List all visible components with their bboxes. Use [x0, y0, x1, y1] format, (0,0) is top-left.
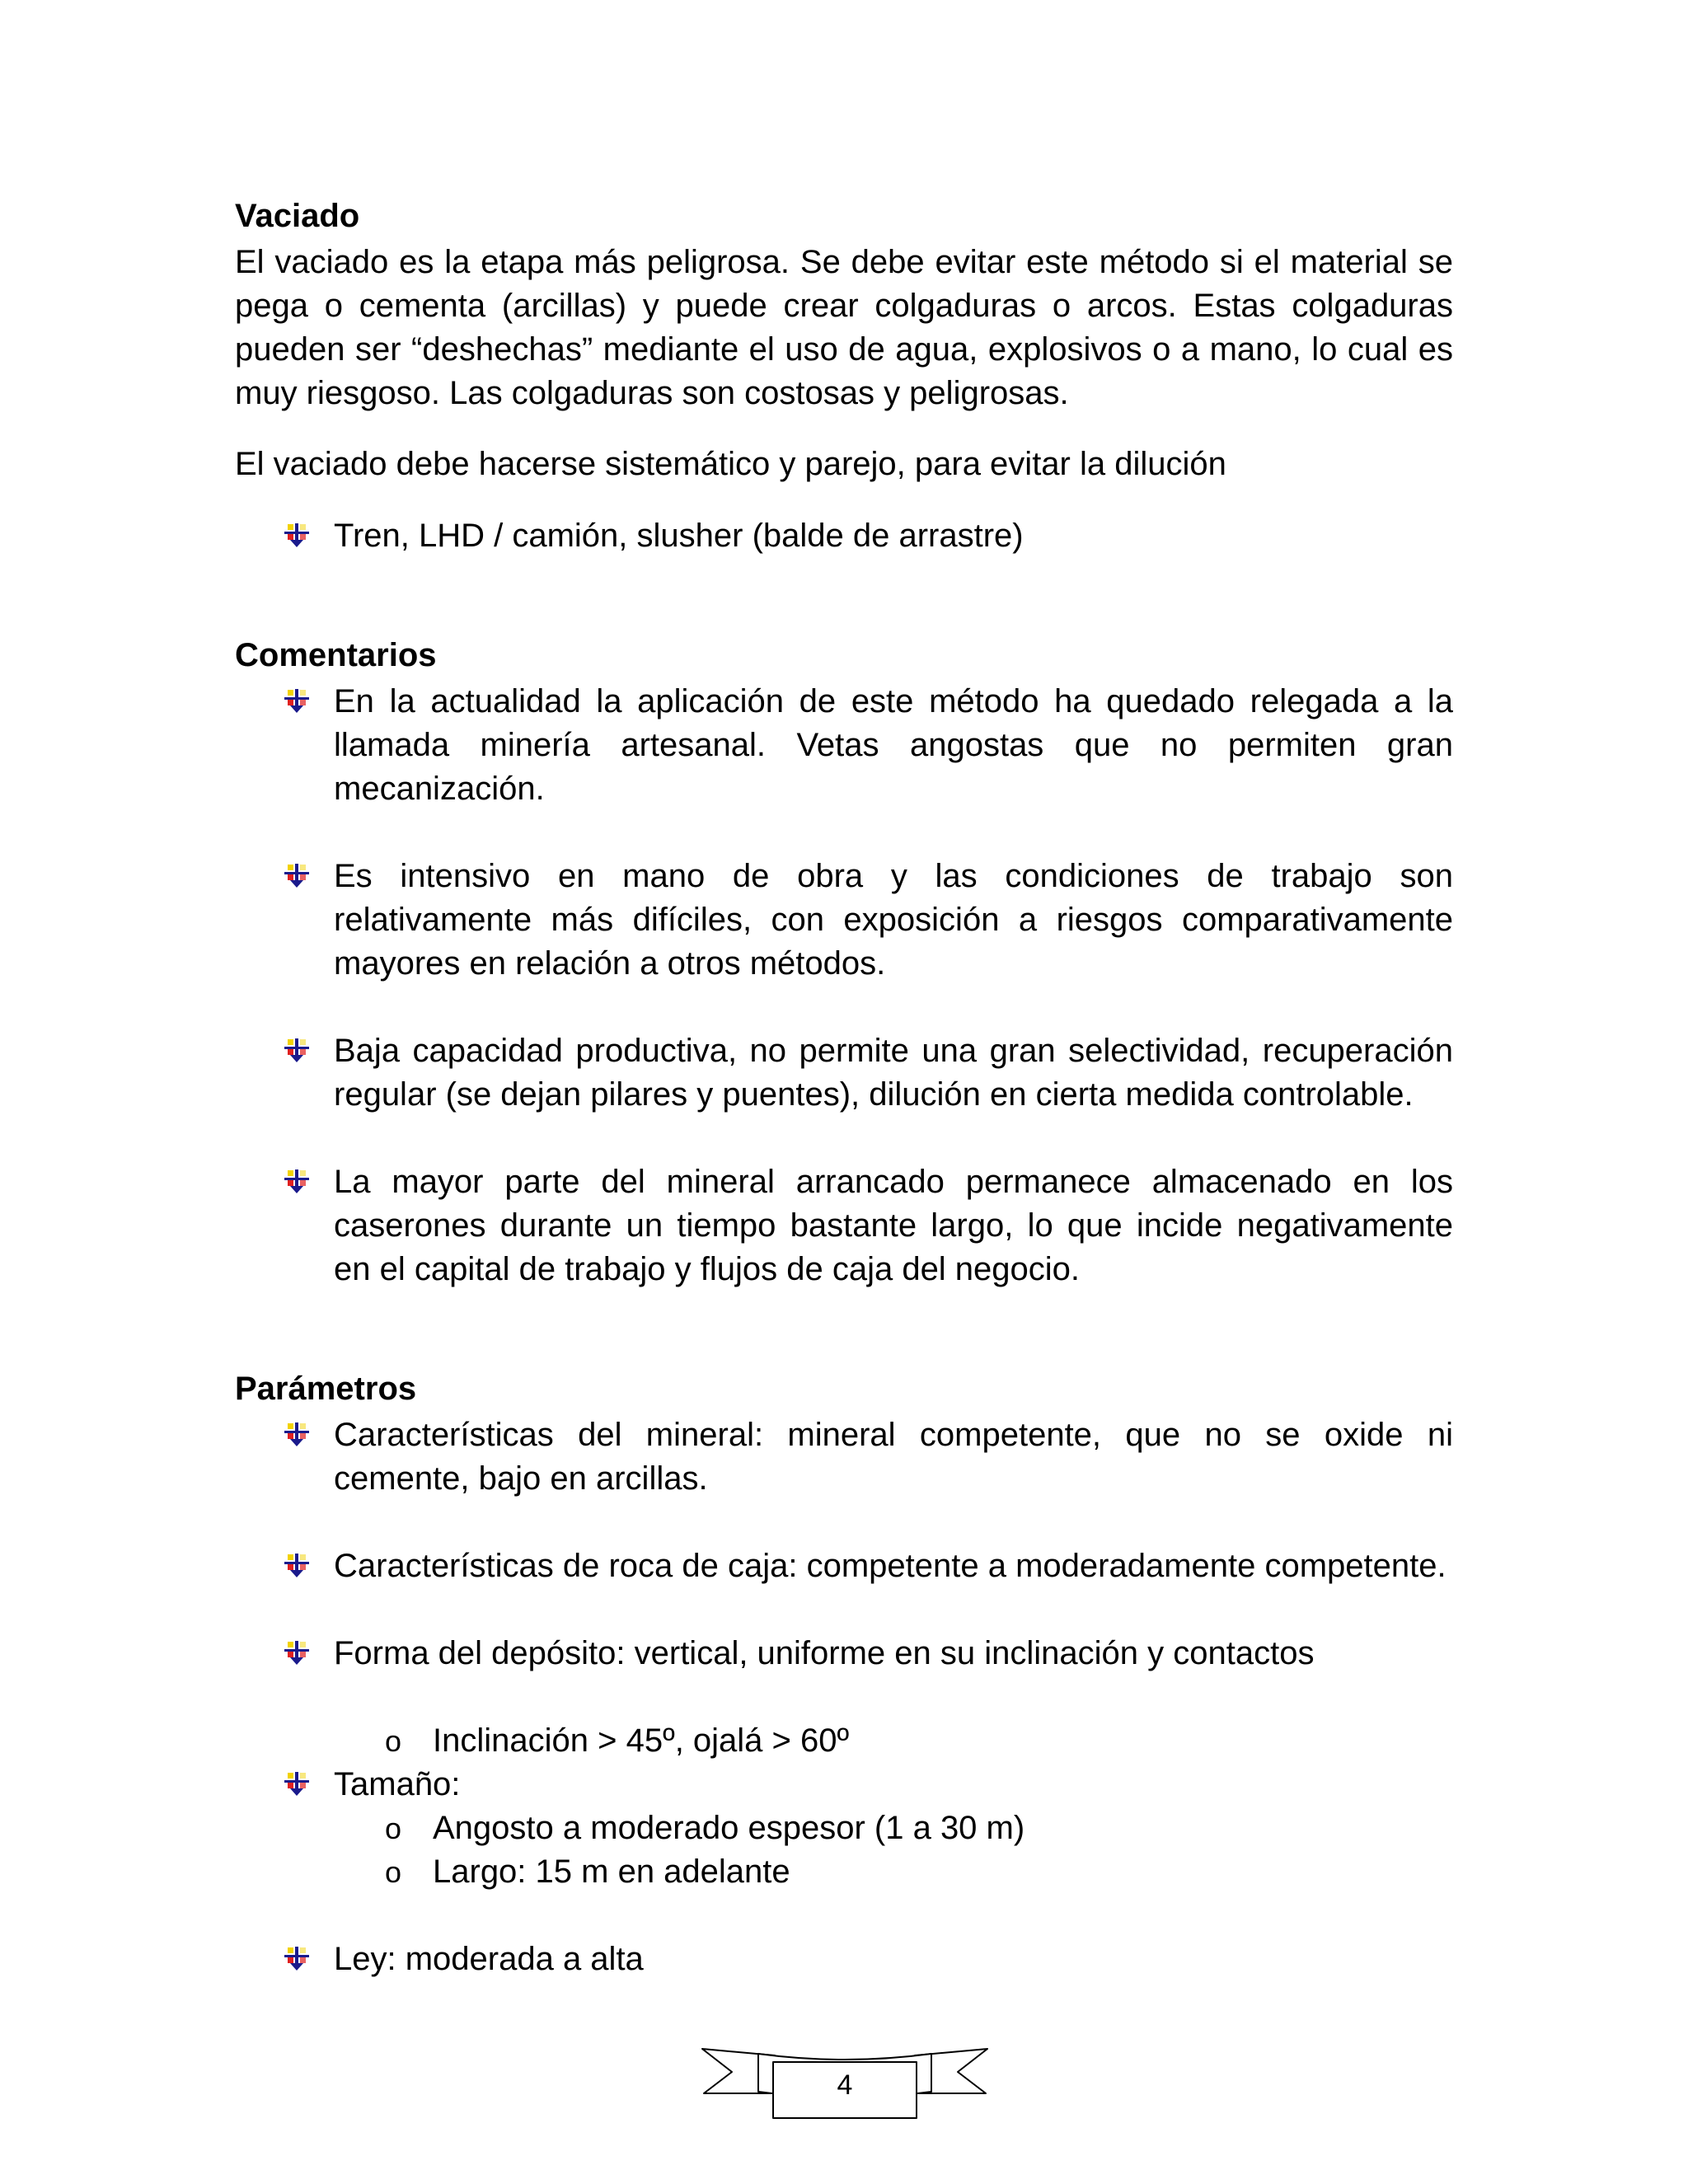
vaciado-paragraph-1: El vaciado es la etapa más peligrosa. Se debe evitar este método si el material se pega o cementa (arcillas) y puede crear colgaduras o arcos. Estas colgaduras pueden ser “deshechas” mediante el uso de agua, explosivos o a mano, lo cual es muy riesgoso. Las colgaduras son costosas y peligrosas.	[235, 244, 1453, 411]
list-item	[235, 1632, 1453, 1675]
section-title-parametros: Parámetros	[235, 1371, 417, 1407]
arrow-bullet-icon	[284, 1422, 309, 1447]
section-title-comentarios: Comentarios	[235, 637, 437, 673]
sub-list-item	[235, 1807, 1453, 1850]
sub-list-item-text: Inclinación > 45º, ojalá > 60º	[433, 1722, 850, 1759]
arrow-bullet-icon	[284, 864, 309, 888]
list-item-text: Tren, LHD / camión, slusher (balde de arrastre)	[334, 518, 1024, 554]
circle-bullet-icon: o	[385, 1724, 402, 1758]
list-item-text: Tamaño:	[334, 1766, 461, 1802]
arrow-bullet-icon	[284, 1947, 309, 1971]
circle-bullet-icon: o	[385, 1855, 402, 1889]
arrow-bullet-icon	[284, 1554, 309, 1578]
section-title-vaciado: Vaciado	[235, 198, 360, 234]
list-item	[235, 855, 1453, 986]
circle-bullet-icon: o	[385, 1811, 402, 1845]
arrow-bullet-icon	[284, 1038, 309, 1063]
arrow-bullet-icon	[284, 1772, 309, 1797]
arrow-bullet-icon	[284, 523, 309, 548]
list-item	[235, 1160, 1453, 1291]
list-item-text: Características de roca de caja: competente a moderadamente competente.	[334, 1548, 1447, 1584]
list-item	[235, 1029, 1453, 1117]
list-item-text: En la actualidad la aplicación de este método ha quedado relegada a la llamada minería artesanal. Vetas angostas que no permiten gran mecanización.	[334, 683, 1453, 807]
list-item-text: Es intensivo en mano de obra y las condiciones de trabajo son relativamente más difíciles, con exposición a riesgos comparativamente mayores en relación a otros métodos.	[334, 858, 1453, 982]
sub-list-item-text: Largo: 15 m en adelante	[433, 1854, 790, 1890]
document-content	[235, 191, 1453, 1981]
list-item	[235, 1763, 1453, 1807]
sub-list-item	[235, 1850, 1453, 1894]
list-item	[235, 680, 1453, 811]
list-item-text: Ley: moderada a alta	[334, 1941, 644, 1977]
arrow-bullet-icon	[284, 1169, 309, 1194]
list-item-text: La mayor parte del mineral arrancado permanece almacenado en los caserones durante un tiempo bastante largo, lo que incide negativamente en el capital de trabajo y flujos de caja del negocio.	[334, 1164, 1453, 1287]
list-item-text: Baja capacidad productiva, no permite una gran selectividad, recuperación regular (se dejan pilares y puentes), dilución en cierta medida controlable.	[334, 1033, 1453, 1113]
arrow-bullet-icon	[284, 689, 309, 714]
list-item	[235, 1544, 1453, 1588]
list-item	[235, 1413, 1453, 1501]
list-item	[235, 1938, 1453, 1981]
vaciado-paragraph-2: El vaciado debe hacerse sistemático y parejo, para evitar la dilución	[235, 446, 1226, 482]
page-number: 4	[837, 2069, 853, 2101]
list-item	[235, 514, 1453, 558]
page-footer	[701, 2044, 989, 2126]
sub-list-item	[235, 1719, 1453, 1763]
arrow-bullet-icon	[284, 1641, 309, 1666]
sub-list-item-text: Angosto a moderado espesor (1 a 30 m)	[433, 1810, 1025, 1846]
list-item-text: Forma del depósito: vertical, uniforme en su inclinación y contactos	[334, 1635, 1315, 1671]
list-item-text: Características del mineral: mineral competente, que no se oxide ni cemente, bajo en arcillas.	[334, 1417, 1453, 1497]
